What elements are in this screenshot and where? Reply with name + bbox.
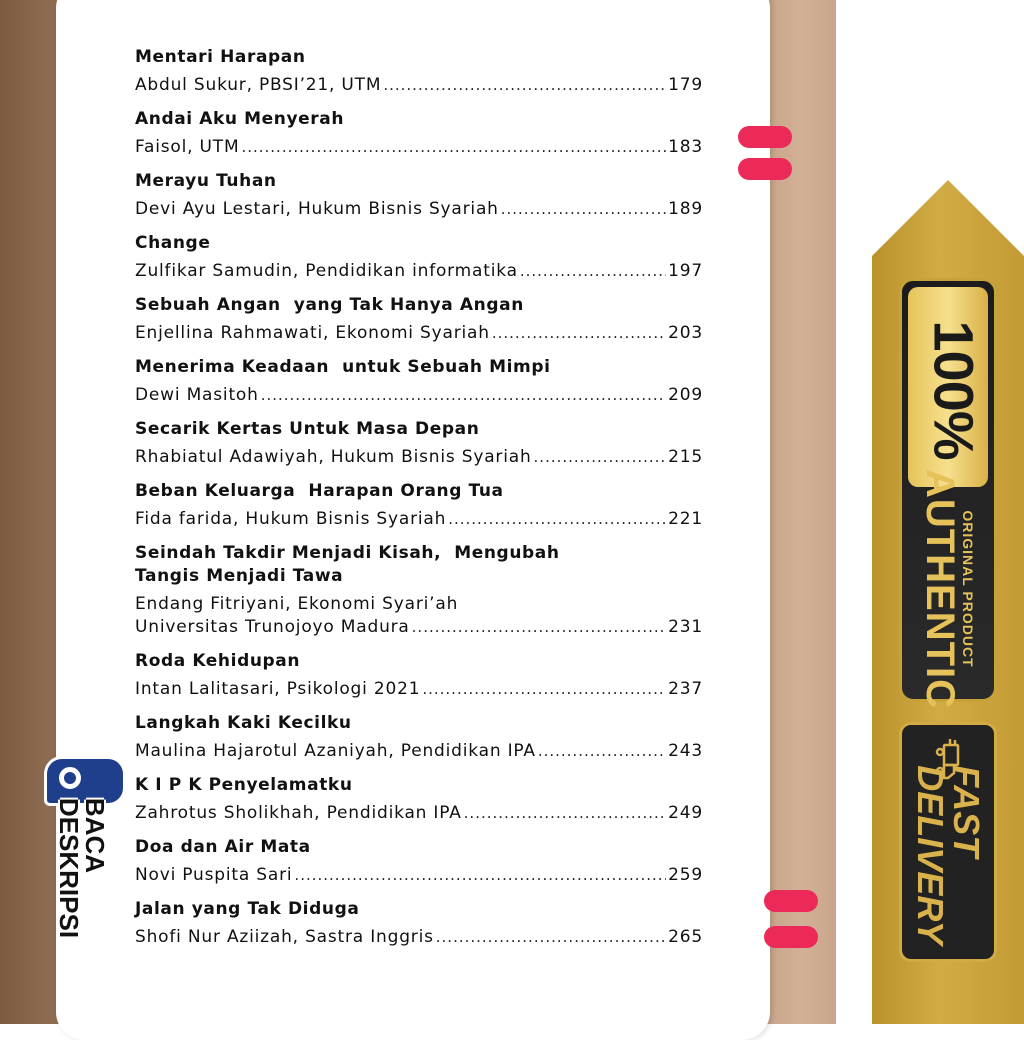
entry-author: Novi Puspita Sari [135, 865, 293, 885]
entry-author-line [135, 260, 703, 283]
toc-entry [135, 232, 703, 283]
original-product-label: ORIGINAL PRODUCT [960, 510, 976, 668]
entry-title: Mentari Harapan [135, 47, 306, 67]
toc-entry [135, 46, 703, 97]
dot-leader [383, 74, 666, 97]
entry-page: 243 [668, 741, 703, 761]
entry-author: Zulfikar Samudin, Pendidikan informatika [135, 261, 518, 281]
entry-author-line [135, 322, 703, 345]
dot-leader [534, 446, 667, 469]
toc-entry [135, 108, 703, 159]
delivery-text: DELIVERY [910, 765, 951, 945]
entry-title: Langkah Kaki Kecilku [135, 713, 352, 733]
dot-leader [501, 198, 666, 221]
magnifier-icon [59, 767, 81, 789]
dot-leader [241, 136, 666, 159]
toc-entry [135, 898, 703, 949]
entry-author-line [135, 864, 703, 887]
dot-leader [294, 864, 666, 887]
entry-author-line [135, 508, 703, 531]
entry-page: 197 [668, 261, 703, 281]
entry-title: Jalan yang Tak Diduga [135, 899, 360, 919]
entry-author-line [135, 446, 703, 469]
baca-deskripsi-badge [44, 756, 122, 939]
entry-author: Dewi Masitoh [135, 385, 259, 405]
entry-page: 249 [668, 803, 703, 823]
page-tab-marker [738, 126, 792, 148]
entry-title: Menerima Keadaan untuk Sebuah Mimpi [135, 357, 551, 377]
dot-leader [261, 384, 666, 407]
entry-author-line [135, 198, 703, 221]
entry-title: K I P K Penyelamatku [135, 775, 353, 795]
entry-author: Intan Lalitasari, Psikologi 2021 [135, 679, 421, 699]
entry-title: Change [135, 233, 211, 253]
entry-title: Secarik Kertas Untuk Masa Depan [135, 419, 480, 439]
toc-entry [135, 542, 703, 639]
toc-entry [135, 650, 703, 701]
entry-author-line [135, 678, 703, 701]
entry-author: Devi Ayu Lestari, Hukum Bisnis Syariah [135, 199, 499, 219]
baca-deskripsi-label [56, 798, 108, 938]
table-of-contents [135, 46, 703, 960]
entry-author-line [135, 926, 703, 949]
entry-page: 259 [668, 865, 703, 885]
entry-author-line [135, 136, 703, 159]
entry-author: Maulina Hajarotul Azaniyah, Pendidikan IPA [135, 741, 536, 761]
entry-author: Faisol, UTM [135, 137, 240, 157]
toc-entry [135, 480, 703, 531]
dot-leader [436, 926, 666, 949]
entry-author: Fida farida, Hukum Bisnis Syariah [135, 509, 447, 529]
toc-entry [135, 774, 703, 825]
toc-entry [135, 712, 703, 763]
page-tab-marker [764, 890, 818, 912]
entry-author-line [135, 384, 703, 407]
entry-title: Sebuah Angan yang Tak Hanya Angan [135, 295, 524, 315]
dot-leader [520, 260, 666, 283]
entry-title: Merayu Tuhan [135, 171, 277, 191]
page-tab-marker [764, 926, 818, 948]
entry-page: 231 [668, 617, 703, 637]
entry-title: Seindah Takdir Menjadi Kisah, Mengubah Tangis Menjadi Tawa [135, 543, 560, 586]
dot-leader [412, 616, 666, 639]
entry-author-line [135, 74, 703, 97]
entry-page: 179 [668, 75, 703, 95]
entry-author-line [135, 802, 703, 825]
right-wood-strip [766, 0, 836, 1024]
toc-entry [135, 294, 703, 345]
authentic-badge [899, 278, 997, 710]
entry-author: Endang Fitriyani, Ekonomi Syari’ah [135, 594, 459, 614]
fast-text: FAST [946, 765, 987, 858]
authentic-text: AUTHENTIC [918, 468, 962, 710]
page-tab-marker [738, 158, 792, 180]
authentic-label [920, 469, 976, 709]
entry-page: 183 [668, 137, 703, 157]
entry-title: Beban Keluarga Harapan Orang Tua [135, 481, 504, 501]
entry-page: 221 [668, 509, 703, 529]
entry-title: Doa dan Air Mata [135, 837, 311, 857]
entry-author: Zahrotus Sholikhah, Pendidikan IPA [135, 803, 462, 823]
dot-leader [448, 508, 666, 531]
entry-page: 189 [668, 199, 703, 219]
dot-leader [492, 322, 666, 345]
entry-page: 237 [668, 679, 703, 699]
toc-entry [135, 836, 703, 887]
fast-delivery-label [910, 765, 987, 945]
dot-leader [464, 802, 666, 825]
baca-text: BACA [80, 797, 110, 874]
entry-page: 209 [668, 385, 703, 405]
entry-author: Shofi Nur Aziizah, Sastra Inggris [135, 927, 434, 947]
entry-author: Abdul Sukur, PBSI’21, UTM [135, 75, 382, 95]
entry-page: 203 [668, 323, 703, 343]
entry-title: Andai Aku Menyerah [135, 109, 345, 129]
toc-entry [135, 170, 703, 221]
fast-delivery-badge [899, 722, 997, 962]
entry-author: Rhabiatul Adawiyah, Hukum Bisnis Syariah [135, 447, 532, 467]
toc-entry [135, 356, 703, 407]
deskripsi-text: DESKRIPSI [54, 797, 84, 939]
dot-leader [538, 740, 666, 763]
percent-label: 100% [922, 320, 986, 460]
entry-author-line [135, 740, 703, 763]
entry-page: 265 [668, 927, 703, 947]
dot-leader [422, 678, 666, 701]
entry-page: 215 [668, 447, 703, 467]
toc-entry [135, 418, 703, 469]
entry-author: Enjellina Rahmawati, Ekonomi Syariah [135, 323, 490, 343]
entry-title: Roda Kehidupan [135, 651, 301, 671]
entry-author: Universitas Trunojoyo Madura [135, 617, 410, 637]
entry-author-line [135, 616, 703, 639]
badge-gold-plate [908, 287, 988, 487]
